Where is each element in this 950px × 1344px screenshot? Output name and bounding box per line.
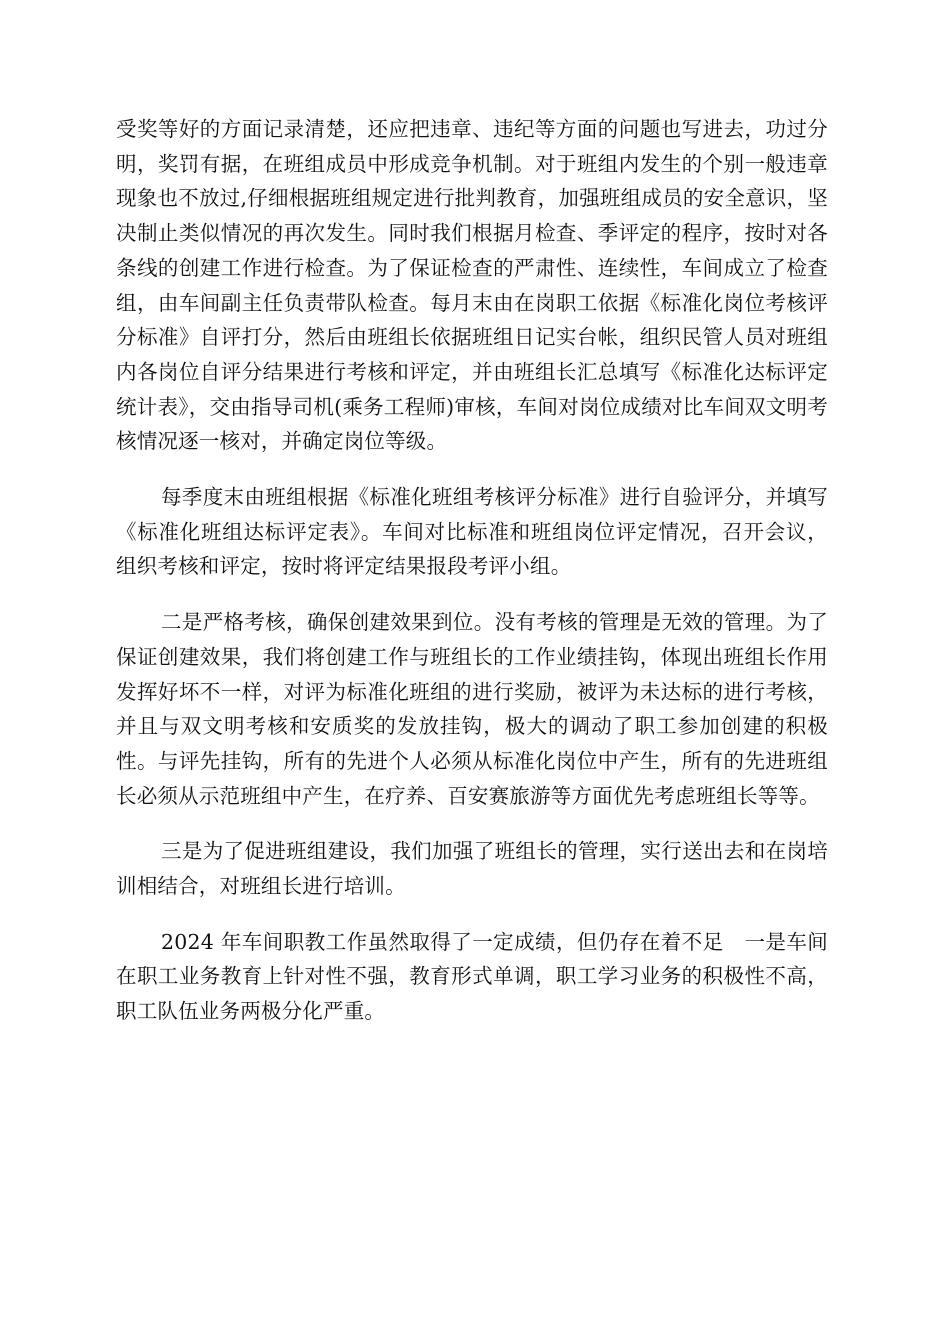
paragraph-3: 二是严格考核，确保创建效果到位。没有考核的管理是无效的管理。为了保证创建效果，我们将创建工作与班组长的工作业绩挂钩，体现出班组长作用发挥好坏不一样，对评为标准化班组的进行奖励，被评为未达标的进行考核，并且与双文明考核和安质奖的发放挂钩，极大的调动了职工参加创建的积极性。与评先挂钩，所有的先进个人必须从标准化岗位中产生，所有的先进班组长必须从示范班组中产生，在疗养、百安赛旅游等方面优先考虑班组长等等。 (116, 610, 828, 808)
paragraph-1: 受奖等好的方面记录清楚，还应把违章、违纪等方面的问题也写进去，功过分明，奖罚有据，在班组成员中形成竞争机制。对于班组内发生的个别一般违章现象也不放过,仔细根据班组规定进行批判教育，加强班组成员的安全意识，坚决制止类似情况的再次发生。同时我们根据月检查、季评定的程序，按时对各条线的创建工作进行检查。为了保证检查的严肃性、连续性，车间成立了检查组，由车间副主任负责带队检查。每月末由在岗职工依据《标准化岗位考核评分标准》自评打分，然后由班组长依据班组日记实台帐，组织民管人员对班组内各岗位自评分结果进行考核和评定，并由班组长汇总填写《标准化达标评定统计表》，交由指导司机(乘务工程师)审核，车间对岗位成绩对比车间双文明考核情况逐一核对，并确定岗位等级。 (116, 117, 828, 454)
paragraph-2: 每季度末由班组根据《标准化班组考核评分标准》进行自验评分，并填写《标准化班组达标评定表》。车间对比标准和班组岗位评定情况，召开会议，组织考核和评定，按时将评定结果报段考评小组。 (116, 485, 828, 579)
paragraph-4: 三是为了促进班组建设，我们加强了班组长的管理，实行送出去和在岗培训相结合，对班组长进行培训。 (116, 839, 828, 899)
document-body (116, 112, 828, 1050)
paragraph-5: 2024 年车间职教工作虽然取得了一定成绩，但仍存在着不足 一是车间在职工业务教育上针对性不强，教育形式单调，职工学习业务的积极性不高，职工队伍业务两极分化严重。 (116, 929, 828, 1024)
